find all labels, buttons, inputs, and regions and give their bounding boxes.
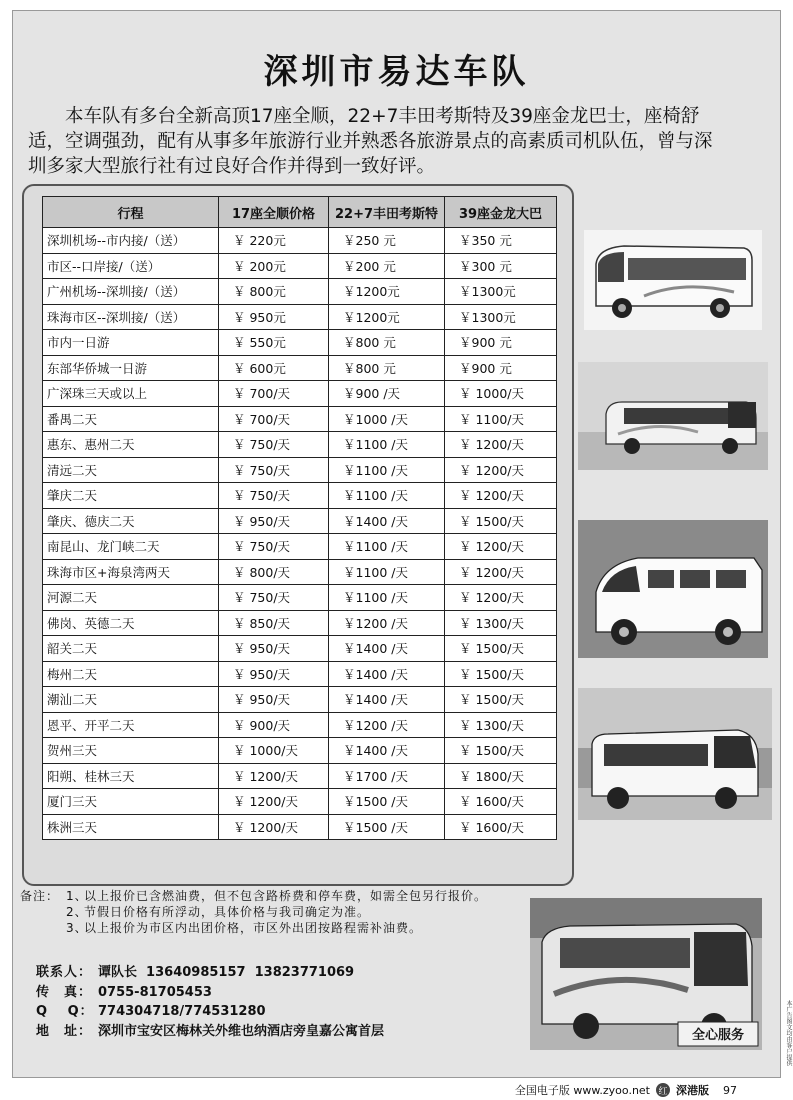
route-cell: 梅州二天 bbox=[43, 661, 219, 687]
table-row bbox=[43, 304, 557, 330]
price-17-cell: ￥ 800元 bbox=[219, 279, 329, 305]
route-cell: 珠海市区+海泉湾两天 bbox=[43, 559, 219, 585]
bus-photo-1 bbox=[584, 230, 762, 330]
table-row bbox=[43, 712, 557, 738]
table-row bbox=[43, 253, 557, 279]
price-17-cell: ￥ 700/天 bbox=[219, 406, 329, 432]
price-22-cell: ￥1000 /天 bbox=[329, 406, 445, 432]
table-row bbox=[43, 585, 557, 611]
note-text: 以上报价已含燃油费，但不包含路桥费和停车费，如需全包另行报价。 bbox=[84, 889, 488, 903]
route-cell: 厦门三天 bbox=[43, 789, 219, 815]
price-39-cell: ￥ 1300/天 bbox=[445, 610, 557, 636]
price-22-cell: ￥800 元 bbox=[329, 330, 445, 356]
price-22-cell: ￥1400 /天 bbox=[329, 508, 445, 534]
price-39-cell: ￥ 1300/天 bbox=[445, 712, 557, 738]
price-17-cell: ￥ 950元 bbox=[219, 304, 329, 330]
route-cell: 佛岗、英德二天 bbox=[43, 610, 219, 636]
address-label: 地 址： bbox=[36, 1023, 93, 1039]
price-39-cell: ￥ 1500/天 bbox=[445, 661, 557, 687]
footer-edition: 深港版 bbox=[676, 1084, 709, 1097]
price-22-cell: ￥900 /天 bbox=[329, 381, 445, 407]
table-row bbox=[43, 687, 557, 713]
page-number: 97 bbox=[723, 1083, 737, 1097]
price-22-cell: ￥1100 /天 bbox=[329, 585, 445, 611]
header-17-seat: 17座全顺价格 bbox=[219, 197, 329, 228]
notes-label: 备注： bbox=[20, 889, 60, 903]
price-17-cell: ￥ 750/天 bbox=[219, 457, 329, 483]
price-17-cell: ￥ 550元 bbox=[219, 330, 329, 356]
coach-bus-image bbox=[584, 230, 762, 330]
price-17-cell: ￥ 950/天 bbox=[219, 687, 329, 713]
price-39-cell: ￥ 1100/天 bbox=[445, 406, 557, 432]
price-22-cell: ￥1400 /天 bbox=[329, 687, 445, 713]
route-cell: 肇庆、德庆二天 bbox=[43, 508, 219, 534]
table-row bbox=[43, 355, 557, 381]
table-row bbox=[43, 789, 557, 815]
price-39-cell: ￥ 1500/天 bbox=[445, 636, 557, 662]
large-bus-image bbox=[530, 898, 762, 1050]
price-39-cell: ￥ 1200/天 bbox=[445, 559, 557, 585]
note-text: 节假日价格有所浮动，具体价格与我司确定为准。 bbox=[84, 905, 371, 919]
price-22-cell: ￥1100 /天 bbox=[329, 432, 445, 458]
price-22-cell: ￥1400 /天 bbox=[329, 738, 445, 764]
route-cell: 南昆山、龙门峡二天 bbox=[43, 534, 219, 560]
price-17-cell: ￥ 950/天 bbox=[219, 661, 329, 687]
table-row bbox=[43, 636, 557, 662]
page-title: 深圳市易达车队 bbox=[263, 52, 530, 92]
side-disclaimer: 本广告图文均由客户提供 bbox=[785, 1000, 792, 1066]
table-row bbox=[43, 534, 557, 560]
price-39-cell: ￥ 1800/天 bbox=[445, 763, 557, 789]
route-cell: 恩平、开平二天 bbox=[43, 712, 219, 738]
table-row bbox=[43, 508, 557, 534]
price-17-cell: ￥ 1200/天 bbox=[219, 814, 329, 840]
route-cell: 市区--口岸接/（送） bbox=[43, 253, 219, 279]
route-cell: 肇庆二天 bbox=[43, 483, 219, 509]
bus-photo-2 bbox=[578, 362, 768, 470]
fax-value: 0755-81705453 bbox=[98, 984, 212, 1000]
price-17-cell: ￥ 750/天 bbox=[219, 585, 329, 611]
price-17-cell: ￥ 750/天 bbox=[219, 432, 329, 458]
route-cell: 市内一日游 bbox=[43, 330, 219, 356]
price-39-cell: ￥ 1200/天 bbox=[445, 457, 557, 483]
price-17-cell: ￥ 600元 bbox=[219, 355, 329, 381]
price-22-cell: ￥1100 /天 bbox=[329, 559, 445, 585]
price-39-cell: ￥ 1200/天 bbox=[445, 483, 557, 509]
table-row bbox=[43, 279, 557, 305]
price-22-cell: ￥200 元 bbox=[329, 253, 445, 279]
route-cell: 珠海市区--深圳接/（送） bbox=[43, 304, 219, 330]
table-row bbox=[43, 381, 557, 407]
price-17-cell: ￥ 800/天 bbox=[219, 559, 329, 585]
contact-block bbox=[36, 963, 536, 1041]
price-22-cell: ￥250 元 bbox=[329, 228, 445, 254]
table-row bbox=[43, 483, 557, 509]
header-22-seat: 22+7丰田考斯特 bbox=[329, 197, 445, 228]
route-cell: 清远二天 bbox=[43, 457, 219, 483]
price-17-cell: ￥ 200元 bbox=[219, 253, 329, 279]
price-17-cell: ￥ 1000/天 bbox=[219, 738, 329, 764]
price-22-cell: ￥1700 /天 bbox=[329, 763, 445, 789]
price-39-cell: ￥ 1200/天 bbox=[445, 585, 557, 611]
footer-seal-icon: 红 bbox=[656, 1083, 670, 1097]
page-footer bbox=[515, 1082, 737, 1098]
price-39-cell: ￥ 1500/天 bbox=[445, 738, 557, 764]
contact-person-value: 谭队长 13640985157 13823771069 bbox=[98, 965, 355, 980]
price-17-cell: ￥ 220元 bbox=[219, 228, 329, 254]
note-text: 以上报价为市区内出团价格，市区外出团按路程需补油费。 bbox=[84, 921, 423, 935]
price-17-cell: ￥ 700/天 bbox=[219, 381, 329, 407]
contact-person-label: 联系人： bbox=[36, 965, 93, 980]
price-17-cell: ￥ 950/天 bbox=[219, 636, 329, 662]
route-cell: 河源二天 bbox=[43, 585, 219, 611]
table-row bbox=[43, 763, 557, 789]
price-39-cell: ￥350 元 bbox=[445, 228, 557, 254]
route-cell: 东部华侨城一日游 bbox=[43, 355, 219, 381]
route-cell: 惠东、惠州二天 bbox=[43, 432, 219, 458]
price-39-cell: ￥1300元 bbox=[445, 304, 557, 330]
address-value: 深圳市宝安区梅林关外维也纳酒店旁皇嘉公寓首层 bbox=[98, 1023, 385, 1039]
price-39-cell: ￥ 1200/天 bbox=[445, 534, 557, 560]
note-num: 1、 bbox=[66, 889, 88, 903]
price-22-cell: ￥1400 /天 bbox=[329, 636, 445, 662]
price-22-cell: ￥1100 /天 bbox=[329, 457, 445, 483]
route-cell: 番禺二天 bbox=[43, 406, 219, 432]
coach-bus-image bbox=[578, 362, 768, 470]
price-22-cell: ￥1200元 bbox=[329, 304, 445, 330]
route-cell: 株洲三天 bbox=[43, 814, 219, 840]
price-39-cell: ￥ 1600/天 bbox=[445, 789, 557, 815]
table-header-row bbox=[43, 197, 557, 228]
price-39-cell: ￥ 1600/天 bbox=[445, 814, 557, 840]
price-39-cell: ￥ 1200/天 bbox=[445, 432, 557, 458]
table-row bbox=[43, 738, 557, 764]
note-num: 3、 bbox=[66, 921, 88, 935]
qq-value: 774304718/774531280 bbox=[98, 1004, 266, 1019]
table-row bbox=[43, 457, 557, 483]
notes-block bbox=[20, 888, 530, 936]
rate-table bbox=[42, 196, 557, 840]
price-17-cell: ￥ 1200/天 bbox=[219, 763, 329, 789]
price-39-cell: ￥ 1500/天 bbox=[445, 687, 557, 713]
price-22-cell: ￥1400 /天 bbox=[329, 661, 445, 687]
price-22-cell: ￥1100 /天 bbox=[329, 534, 445, 560]
van-photo bbox=[578, 520, 768, 658]
route-cell: 广州机场--深圳接/（送） bbox=[43, 279, 219, 305]
note-num: 2、 bbox=[66, 905, 88, 919]
route-cell: 阳朔、桂林三天 bbox=[43, 763, 219, 789]
table-row bbox=[43, 610, 557, 636]
route-cell: 广深珠三天或以上 bbox=[43, 381, 219, 407]
price-17-cell: ￥ 750/天 bbox=[219, 534, 329, 560]
slogan-text: 全心服务 bbox=[691, 1028, 745, 1043]
price-39-cell: ￥900 元 bbox=[445, 355, 557, 381]
price-17-cell: ￥ 900/天 bbox=[219, 712, 329, 738]
intro-paragraph: 本车队有多台全新高顶17座全顺，22+7丰田考斯特及39座金龙巴士，座椅舒适，空调强劲，配有从事多年旅游行业并熟悉各旅游景点的高素质司机队伍，曾与深圳多家大型旅行社有过良好合作并得到一致好评。 bbox=[28, 106, 713, 177]
route-cell: 贺州三天 bbox=[43, 738, 219, 764]
route-cell: 深圳机场--市内接/（送） bbox=[43, 228, 219, 254]
table-row bbox=[43, 814, 557, 840]
price-17-cell: ￥ 950/天 bbox=[219, 508, 329, 534]
price-17-cell: ￥ 850/天 bbox=[219, 610, 329, 636]
table-row bbox=[43, 228, 557, 254]
price-22-cell: ￥1500 /天 bbox=[329, 789, 445, 815]
price-22-cell: ￥800 元 bbox=[329, 355, 445, 381]
price-22-cell: ￥1200 /天 bbox=[329, 610, 445, 636]
fax-label: 传 真： bbox=[36, 984, 93, 1000]
footer-site: 全国电子版 www.zyoo.net bbox=[514, 1084, 650, 1097]
price-17-cell: ￥ 750/天 bbox=[219, 483, 329, 509]
price-39-cell: ￥300 元 bbox=[445, 253, 557, 279]
minibus-image bbox=[578, 688, 772, 820]
price-22-cell: ￥1500 /天 bbox=[329, 814, 445, 840]
price-17-cell: ￥ 1200/天 bbox=[219, 789, 329, 815]
table-row bbox=[43, 559, 557, 585]
route-cell: 韶关二天 bbox=[43, 636, 219, 662]
price-22-cell: ￥1200 /天 bbox=[329, 712, 445, 738]
table-row bbox=[43, 432, 557, 458]
minivan-image bbox=[578, 520, 768, 658]
price-22-cell: ￥1100 /天 bbox=[329, 483, 445, 509]
qq-label: Q Q： bbox=[36, 1004, 94, 1019]
price-22-cell: ￥1200元 bbox=[329, 279, 445, 305]
price-39-cell: ￥900 元 bbox=[445, 330, 557, 356]
route-cell: 潮汕二天 bbox=[43, 687, 219, 713]
table-row bbox=[43, 406, 557, 432]
price-39-cell: ￥ 1000/天 bbox=[445, 381, 557, 407]
price-39-cell: ￥1300元 bbox=[445, 279, 557, 305]
bus-photo-3 bbox=[530, 898, 762, 1050]
header-39-seat: 39座金龙大巴 bbox=[445, 197, 557, 228]
header-route: 行程 bbox=[43, 197, 219, 228]
minibus-photo bbox=[578, 688, 772, 820]
table-row bbox=[43, 661, 557, 687]
table-row bbox=[43, 330, 557, 356]
price-39-cell: ￥ 1500/天 bbox=[445, 508, 557, 534]
